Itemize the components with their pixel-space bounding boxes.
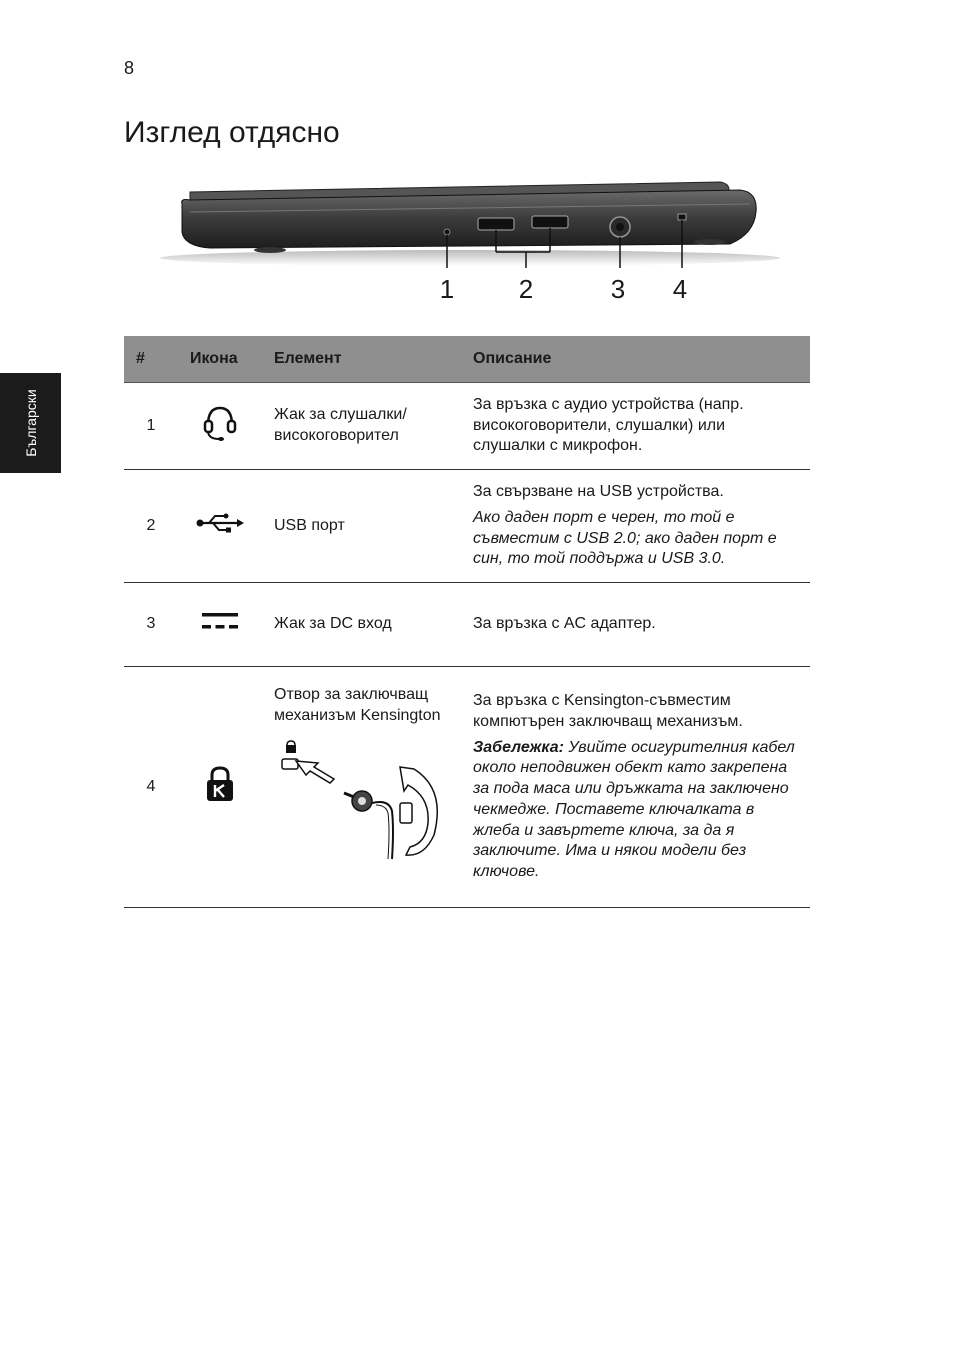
callout-4: 4 — [672, 274, 688, 304]
usb-icon — [195, 513, 245, 533]
note-label: Забележка: — [473, 738, 564, 756]
dc-in-icon — [201, 610, 239, 632]
kensington-lock-illustration — [274, 739, 444, 864]
row-element: Жак за слушалки/ високоговорител — [262, 383, 461, 470]
callout-1: 1 — [439, 274, 455, 304]
row-description: За връзка с AC адаптер. — [473, 615, 656, 633]
headset-icon — [203, 403, 237, 443]
page-title: Изглед отдясно — [124, 116, 340, 149]
row-note — [473, 738, 798, 884]
language-side-tab — [0, 373, 61, 473]
table-row — [124, 667, 810, 908]
row-element: Жак за DC вход — [262, 583, 461, 667]
note-text: Увийте осигурителния кабел около неподвижен обект като закрепена за пода маса или дръжката на заключено чекмедже. Поставете ключалката в жлеба и завъртете ключа, за да я заключите. Има и някои модели без ключове. — [473, 738, 795, 881]
row-number: 2 — [124, 470, 178, 583]
row-description: За връзка с аудио устройства (напр. високоговорители, слушалки) или слушалки с микрофон. — [473, 395, 744, 455]
table-header-row — [124, 336, 810, 383]
ports-table — [124, 336, 810, 908]
side-tab-label: Български — [22, 389, 39, 457]
header-icon: Икона — [178, 336, 262, 383]
laptop-side-drawing — [150, 172, 790, 272]
row-element: Отвор за заключващ механизъм Kensington — [274, 686, 441, 724]
callout-3: 3 — [610, 274, 626, 304]
header-number: # — [124, 336, 178, 383]
row-number: 1 — [124, 383, 178, 470]
header-description: Описание — [461, 336, 810, 383]
row-note: Ако даден порт е черен, то той е съвместим с USB 2.0; ако даден порт е син, то той поддържа и USB 3.0. — [473, 508, 777, 568]
table-row — [124, 583, 810, 667]
header-element: Елемент — [262, 336, 461, 383]
row-number: 3 — [124, 583, 178, 667]
callout-2: 2 — [518, 274, 534, 304]
laptop-right-side-illustration — [150, 172, 790, 312]
table-row — [124, 383, 810, 470]
row-number: 4 — [124, 667, 178, 908]
kensington-lock-icon — [205, 765, 235, 803]
row-description: За връзка с Kensington-съвместим компютърен заключващ механизъм. — [473, 691, 743, 730]
row-element: USB порт — [262, 470, 461, 583]
row-description: За свързване на USB устройства. — [473, 482, 724, 500]
page-number: 8 — [124, 58, 135, 78]
table-row — [124, 470, 810, 583]
